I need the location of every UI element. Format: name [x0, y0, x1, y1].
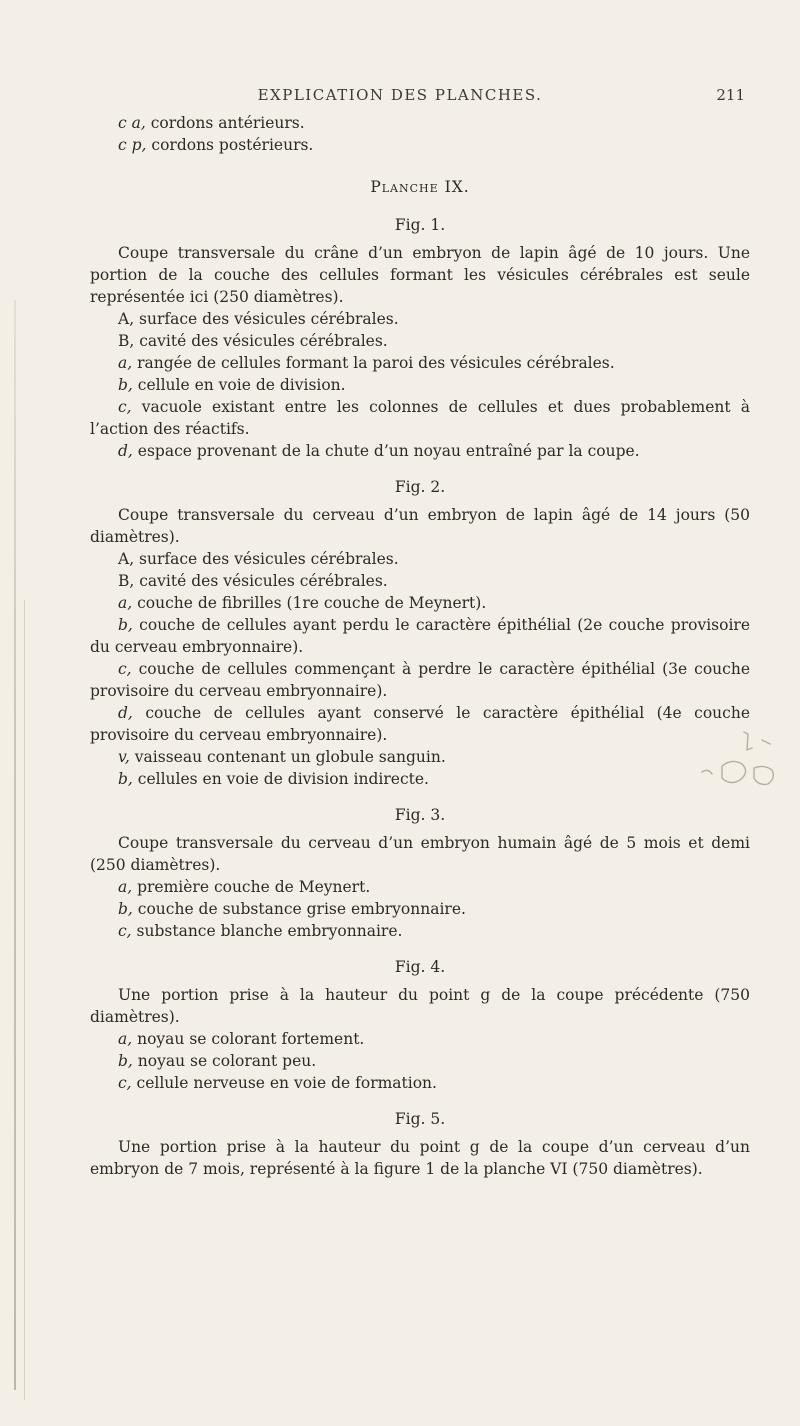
main-text	[90, 112, 750, 1184]
legend-item	[90, 920, 750, 942]
legend-text: vaisseau contenant un globule sanguin.	[129, 748, 446, 766]
legend-text: surface des vésicules cérébrales.	[134, 550, 399, 568]
legend-text: couche de cellules ayant conservé le caractère épithélial (4e couche provisoire du cerveau embryonnaire).	[90, 704, 750, 744]
legend-key: a,	[118, 354, 133, 372]
intro-text: cordons postérieurs.	[146, 136, 314, 154]
figure-description: Coupe transversale du cerveau d’un embryon de lapin âgé de 14 jours (50 diamètres).	[90, 506, 750, 546]
legend-key: b,	[118, 376, 133, 394]
figure-section-3	[90, 804, 750, 942]
figure-title: Fig. 1.	[394, 216, 446, 234]
legend-item	[90, 614, 750, 658]
legend-item	[90, 330, 750, 352]
legend-text: cellules en voie de division indirecte.	[132, 770, 429, 788]
legend-key: c,	[118, 1074, 132, 1092]
intro-key: c a,	[118, 114, 146, 132]
legend-key: b,	[118, 616, 133, 634]
figure-title: Fig. 3.	[394, 806, 446, 824]
legend-text: substance blanche embryonnaire.	[131, 922, 403, 940]
legend-text: cavité des vésicules cérébrales.	[134, 332, 388, 350]
legend-key: B,	[118, 572, 135, 590]
legend-item	[90, 548, 750, 570]
figure-title: Fig. 4.	[394, 958, 446, 976]
legend-item	[90, 352, 750, 374]
figure-section-2	[90, 476, 750, 790]
legend-item	[90, 570, 750, 592]
legend-item	[90, 440, 750, 462]
legend-text: rangée de cellules formant la paroi des vésicules cérébrales.	[132, 354, 615, 372]
legend-item	[90, 308, 750, 330]
figure-description: Une portion prise à la hauteur du point g de la coupe d’un cerveau d’un embryon de 7 mois, représenté à la figure 1 de la planche VI (750 diamètres).	[90, 1138, 750, 1178]
legend-item	[90, 702, 750, 746]
legend-key: b,	[118, 1052, 133, 1070]
legend-item	[90, 1050, 750, 1072]
legend-item	[90, 658, 750, 702]
legend-item	[90, 374, 750, 396]
intro-key: c p,	[118, 136, 147, 154]
figure-description: Coupe transversale du cerveau d’un embryon humain âgé de 5 mois et demi (250 diamètres).	[90, 834, 750, 874]
page-number: 211	[716, 86, 745, 104]
figure-title: Fig. 2.	[394, 478, 446, 496]
legend-text: surface des vésicules cérébrales.	[134, 310, 399, 328]
legend-text: première couche de Meynert.	[132, 878, 371, 896]
running-title: EXPLICATION DES PLANCHES.	[257, 86, 543, 104]
legend-text: cavité des vésicules cérébrales.	[134, 572, 388, 590]
legend-key: A,	[118, 550, 135, 568]
legend-item	[90, 1028, 750, 1050]
intro-text: cordons antérieurs.	[145, 114, 305, 132]
legend-key: d,	[118, 442, 133, 460]
plate-title: Planche IX.	[370, 178, 470, 196]
legend-item	[90, 746, 750, 768]
legend-item	[90, 768, 750, 790]
legend-key: v,	[118, 748, 130, 766]
legend-key: c,	[118, 660, 132, 678]
legend-key: a,	[118, 1030, 133, 1048]
legend-text: cellule en voie de division.	[132, 376, 346, 394]
figure-section-4	[90, 956, 750, 1094]
legend-text: vacuole existant entre les colonnes de cellules et dues probablement à l’action des réactifs.	[90, 398, 750, 438]
legend-key: a,	[118, 594, 133, 612]
figure-title: Fig. 5.	[394, 1110, 446, 1128]
legend-text: couche de substance grise embryonnaire.	[132, 900, 466, 918]
page-edge-shadow	[14, 300, 16, 1390]
intro-line	[90, 134, 750, 156]
legend-key: d,	[118, 704, 133, 722]
legend-key: c,	[118, 398, 132, 416]
legend-text: couche de cellules ayant perdu le caractère épithélial (2e couche provisoire du cerveau embryonnaire).	[90, 616, 750, 656]
legend-key: a,	[118, 878, 133, 896]
page-edge-line	[24, 600, 25, 1400]
legend-item	[90, 396, 750, 440]
legend-text: noyau se colorant fortement.	[132, 1030, 365, 1048]
legend-key: A,	[118, 310, 135, 328]
figure-section-1	[90, 214, 750, 462]
legend-text: noyau se colorant peu.	[132, 1052, 317, 1070]
legend-text: espace provenant de la chute d’un noyau entraîné par la coupe.	[132, 442, 640, 460]
legend-text: cellule nerveuse en voie de formation.	[131, 1074, 437, 1092]
legend-text: couche de fibrilles (1re couche de Meynert).	[132, 594, 487, 612]
legend-item	[90, 1072, 750, 1094]
legend-item	[90, 898, 750, 920]
legend-item	[90, 876, 750, 898]
legend-key: b,	[118, 770, 133, 788]
intro-line	[90, 112, 750, 134]
legend-key: B,	[118, 332, 135, 350]
legend-text: couche de cellules commençant à perdre le caractère épithélial (3e couche provisoire du cerveau embryonnaire).	[90, 660, 750, 700]
legend-key: b,	[118, 900, 133, 918]
figure-description: Coupe transversale du crâne d’un embryon de lapin âgé de 10 jours. Une portion de la couche des cellules formant les vésicules cérébrales est seule représentée ici (250 diamètres).	[90, 244, 750, 306]
legend-item	[90, 592, 750, 614]
figure-description: Une portion prise à la hauteur du point g de la coupe précédente (750 diamètres).	[90, 986, 750, 1026]
figure-section-5	[90, 1108, 750, 1180]
legend-key: c,	[118, 922, 132, 940]
